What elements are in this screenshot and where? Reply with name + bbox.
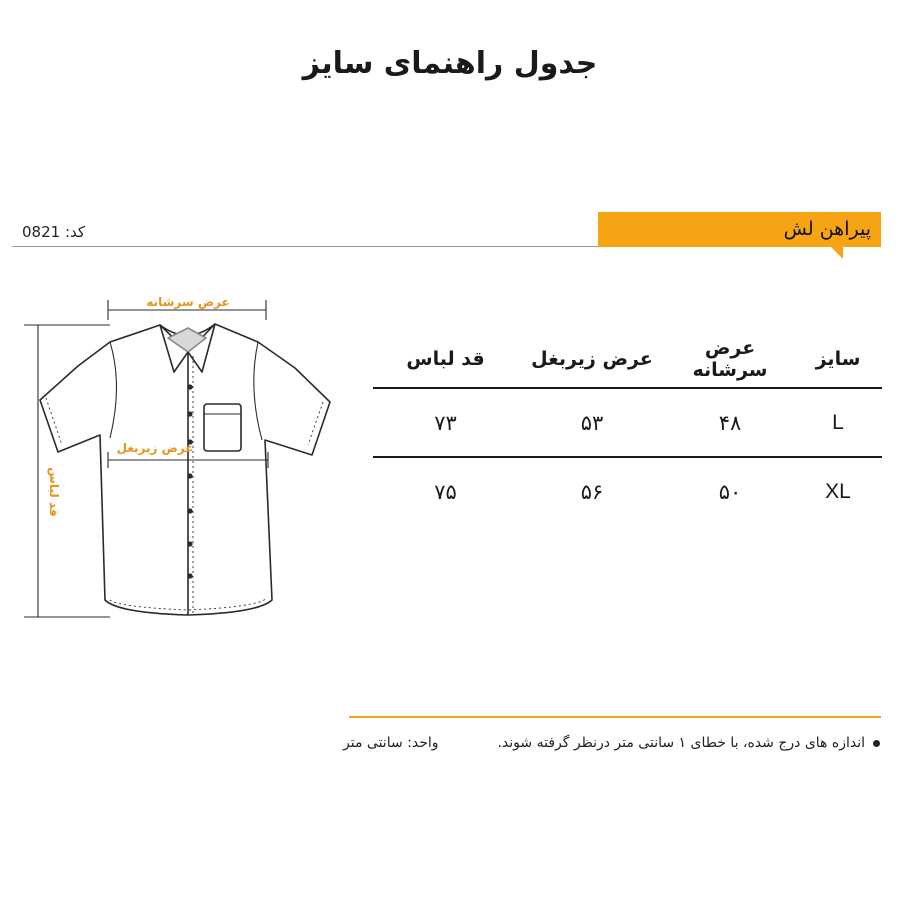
cell-armpit-width: ۵۶: [580, 479, 604, 504]
cell-garment-length: ۷۳: [373, 388, 518, 457]
tab-notch: [831, 247, 843, 259]
header-shoulder-width: عرض سرشانه: [666, 330, 794, 388]
product-name: پیراهن لش: [783, 218, 871, 240]
shoulder-measure-label: عرض سرشانه: [146, 295, 230, 309]
page-title: جدول راهنمای سایز: [302, 46, 598, 81]
cell-garment-length: ۷۵: [434, 479, 457, 504]
cell-shoulder-width: ۴۸: [666, 388, 794, 457]
unit-label: واحد: سانتی متر: [343, 735, 439, 751]
measurement-note-text: اندازه های درج شده، با خطای ۱ سانتی متر درنظر گرفته شوند.: [497, 735, 865, 751]
armpit-measure-label: عرض زیربغل: [116, 441, 194, 455]
bullet-icon: [873, 740, 880, 747]
product-code: کد: 0821: [22, 223, 86, 241]
shirt-diagram: [10, 280, 350, 640]
shirt-outline-icon: [40, 324, 330, 615]
cell-size: XL: [825, 479, 851, 503]
header-size: سایز: [794, 330, 882, 388]
length-measure-line: [24, 325, 110, 617]
header-garment-length: قد لباس: [373, 330, 518, 388]
size-table: [373, 330, 882, 525]
header-armpit-width: عرض زیربغل: [518, 330, 666, 388]
table-header-row: [373, 330, 882, 388]
table-row: [373, 388, 882, 457]
cell-armpit-width: ۵۳: [518, 388, 666, 457]
footer-divider: [349, 716, 881, 718]
cell-size: L: [794, 388, 882, 457]
table-row: [373, 457, 882, 525]
cell-shoulder-width: ۵۰: [718, 479, 742, 504]
length-measure-label: قد لباس: [47, 467, 61, 517]
product-name-tab: [598, 212, 881, 247]
measurement-note: [380, 735, 880, 751]
section-divider: [12, 246, 600, 247]
